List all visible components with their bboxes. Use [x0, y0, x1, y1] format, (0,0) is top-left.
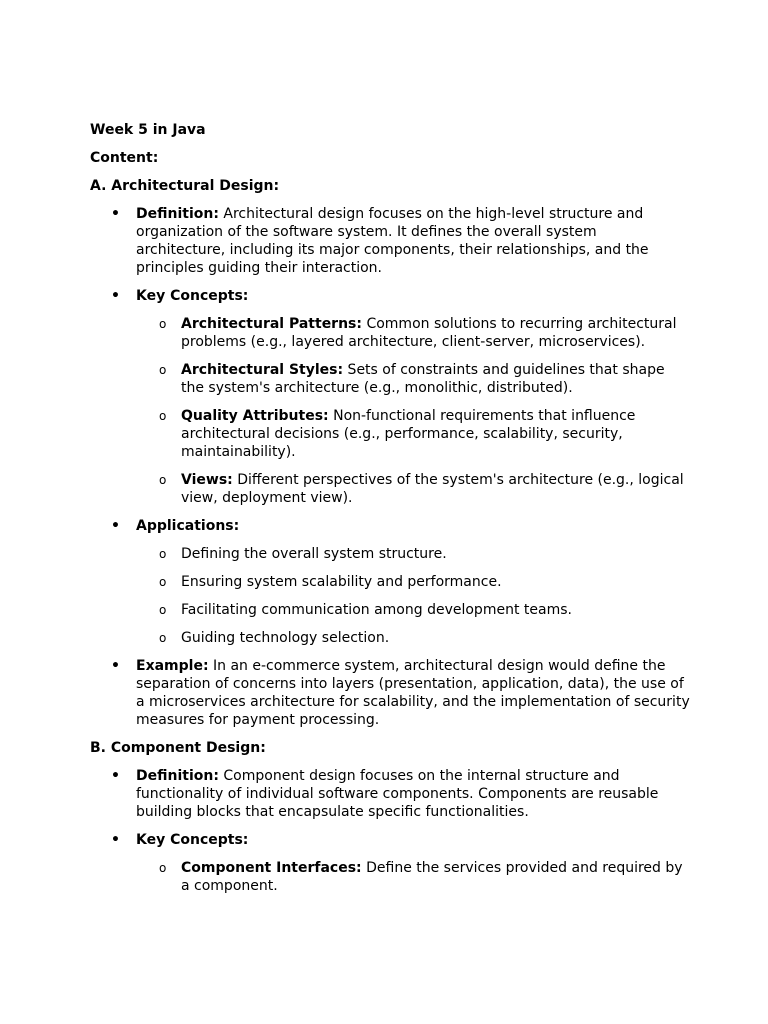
list-item	[90, 657, 690, 729]
list-item	[90, 831, 690, 895]
list-item	[90, 517, 690, 647]
concept-text: Sets of constraints and guidelines that shape the system's architecture (e.g., monolithic, distributed).	[181, 362, 665, 396]
applications-label: Applications:	[136, 518, 240, 534]
example-label: Example:	[136, 658, 209, 674]
sub-bullet-marker: o	[159, 473, 167, 487]
component-design-list	[90, 767, 690, 895]
concept-term: Views:	[181, 472, 233, 488]
sub-bullet-marker: o	[159, 363, 167, 377]
content-label: Content:	[90, 150, 159, 166]
application-text: Guiding technology selection.	[181, 630, 390, 646]
list-item	[136, 407, 690, 461]
bullet-marker: •	[111, 288, 120, 304]
definition-label: Definition:	[136, 768, 219, 784]
document-body	[90, 121, 690, 905]
bullet-marker: •	[111, 518, 120, 534]
concept-term: Architectural Patterns:	[181, 316, 362, 332]
list-item	[136, 601, 690, 619]
application-text: Ensuring system scalability and performance.	[181, 574, 502, 590]
sub-bullet-marker: o	[159, 317, 167, 331]
document-title: Week 5 in Java	[90, 122, 206, 138]
list-item	[136, 545, 690, 563]
concept-term: Component Interfaces:	[181, 860, 362, 876]
list-item	[136, 629, 690, 647]
key-concepts-list	[136, 315, 690, 507]
bullet-marker: •	[111, 832, 120, 848]
concept-term: Architectural Styles:	[181, 362, 344, 378]
architectural-design-list	[90, 205, 690, 729]
list-item	[90, 205, 690, 277]
section-heading-component-design: B. Component Design:	[90, 740, 266, 756]
sub-bullet-marker: o	[159, 547, 167, 561]
list-item	[90, 767, 690, 821]
concept-text: Define the services provided and required by a component.	[181, 860, 683, 894]
sub-bullet-marker: o	[159, 409, 167, 423]
concept-text: Non-functional requirements that influence architectural decisions (e.g., performance, scalability, security, maintainability).	[181, 408, 636, 460]
applications-list	[136, 545, 690, 647]
list-item	[136, 859, 690, 895]
section-heading-architectural-design: A. Architectural Design:	[90, 178, 280, 194]
key-concepts-list	[136, 859, 690, 895]
application-text: Facilitating communication among development teams.	[181, 602, 572, 618]
definition-text: Component design focuses on the internal structure and functionality of individual software components. Components are reusable building blocks that encapsulate specific functionalities.	[136, 768, 659, 820]
list-item	[136, 573, 690, 591]
sub-bullet-marker: o	[159, 575, 167, 589]
definition-label: Definition:	[136, 206, 219, 222]
example-text: In an e-commerce system, architectural design would define the separation of concerns into layers (presentation, application, data), the use of a microservices architecture for scalability, and the implementation of security measures for payment processing.	[136, 658, 690, 728]
list-item	[136, 471, 690, 507]
list-item	[136, 361, 690, 397]
list-item	[136, 315, 690, 351]
definition-text: Architectural design focuses on the high-level structure and organization of the software system. It defines the overall system architecture, including its major components, their relationships, and the principles guiding their interaction.	[136, 206, 649, 276]
sub-bullet-marker: o	[159, 631, 167, 645]
bullet-marker: •	[111, 768, 120, 784]
sub-bullet-marker: o	[159, 861, 167, 875]
application-text: Defining the overall system structure.	[181, 546, 447, 562]
list-item	[90, 287, 690, 507]
concept-text: Common solutions to recurring architectural problems (e.g., layered architecture, client-server, microservices).	[181, 316, 677, 350]
key-concepts-label: Key Concepts:	[136, 832, 249, 848]
bullet-marker: •	[111, 658, 120, 674]
sub-bullet-marker: o	[159, 603, 167, 617]
bullet-marker: •	[111, 206, 120, 222]
concept-term: Quality Attributes:	[181, 408, 329, 424]
key-concepts-label: Key Concepts:	[136, 288, 249, 304]
concept-text: Different perspectives of the system's architecture (e.g., logical view, deployment view).	[181, 472, 684, 506]
